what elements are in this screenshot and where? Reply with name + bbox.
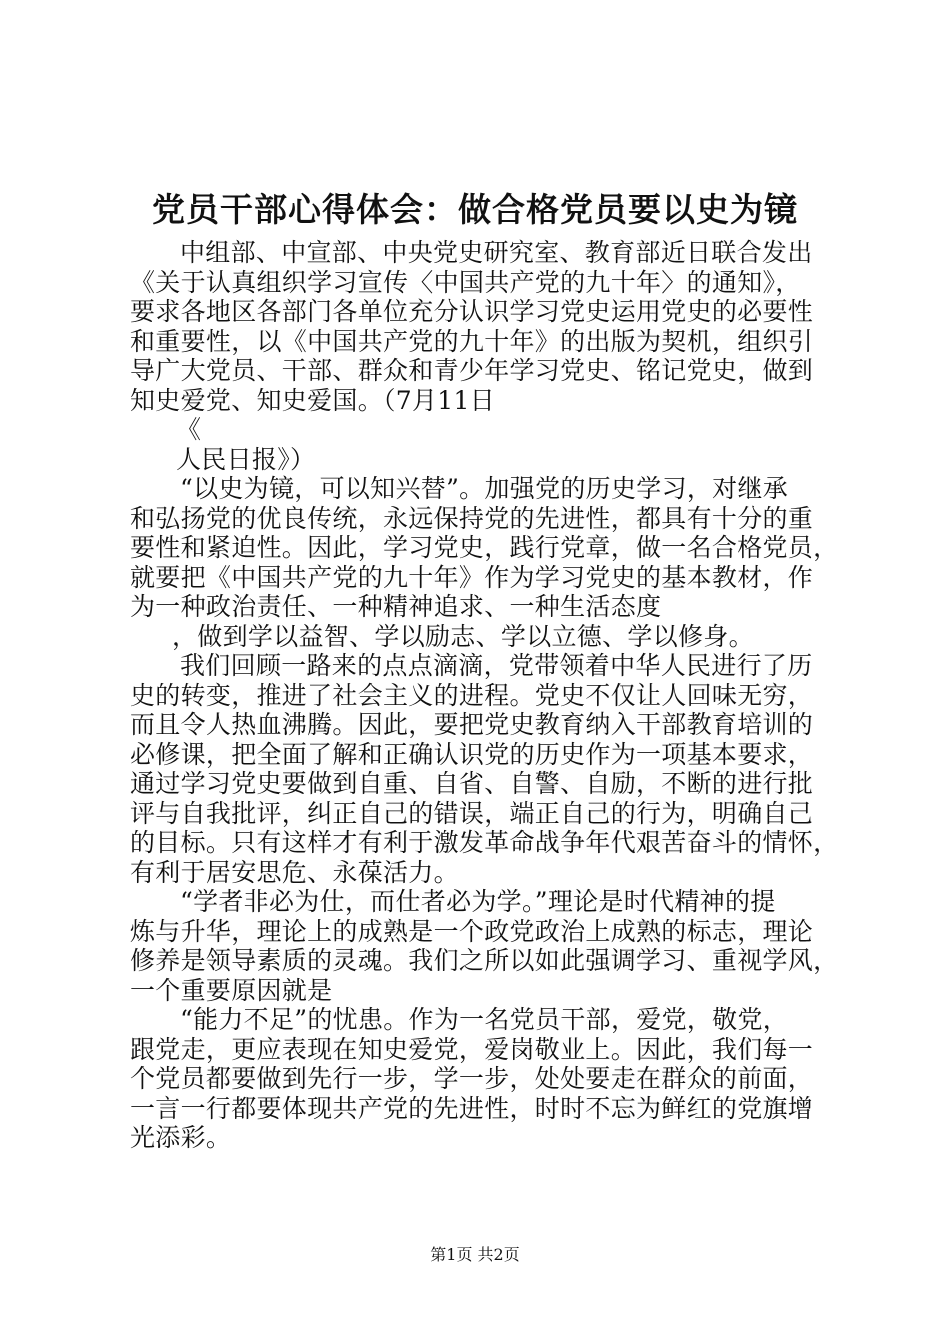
body-line: 就要把《中国共产党的九十年》作为学习党史的基本教材，作 bbox=[130, 562, 814, 592]
document-title: 党员干部心得体会：做合格党员要以史为镜 bbox=[152, 190, 798, 229]
body-line: 要求各地区各部门各单位充分认识学习党史运用党史的必要性 bbox=[130, 297, 814, 326]
body-line: 而且令人热血沸腾。因此，要把党史教育纳入干部教育培训的 bbox=[130, 710, 814, 739]
body-line: 和重要性，以《中国共产党的九十年》的出版为契机，组织引 bbox=[130, 326, 814, 356]
body-line: 修养是领导素质的灵魂。我们之所以如此强调学习、重视学风， bbox=[130, 946, 839, 975]
body-line: 为一种政治责任、一种精神追求、一种生活态度 bbox=[130, 592, 662, 621]
body-line: 《 bbox=[176, 415, 202, 444]
body-line: 跟党走，更应表现在知史爱党，爱岗敬业上。因此，我们每一 bbox=[130, 1034, 814, 1064]
body-line: 一言一行都要体现共产党的先进性，时时不忘为鲜红的党旗增 bbox=[130, 1093, 814, 1123]
body-line: 的目标。只有这样才有利于激发革命战争年代艰苦奋斗的情怀， bbox=[130, 828, 839, 857]
body-line: ，做到学以益智、学以励志、学以立德、学以修身。 bbox=[172, 621, 754, 651]
body-line: 导广大党员、干部、群众和青少年学习党史、铭记党史，做到 bbox=[130, 356, 814, 385]
body-line: 人民日报》） bbox=[176, 444, 316, 474]
body-line: “能力不足”的忧患。作为一名党员干部，爱党，敬党， bbox=[180, 1005, 789, 1034]
body-line: 中组部、中宣部、中央党史研究室、教育部近日联合发出 bbox=[180, 238, 813, 267]
body-line: 我们回顾一路来的点点滴滴，党带领着中华人民进行了历 bbox=[180, 651, 813, 680]
body-line: 光添彩。 bbox=[130, 1123, 232, 1152]
body-line: 个党员都要做到先行一步，学一步，处处要走在群众的前面， bbox=[130, 1064, 814, 1093]
document-body bbox=[130, 238, 839, 1153]
body-line: 有利于居安思危、永葆活力。 bbox=[130, 857, 459, 887]
body-line: “以史为镜，可以知兴替”。加强党的历史学习，对继承 bbox=[180, 474, 789, 503]
body-line: “学者非必为仕，而仕者必为学。”理论是时代精神的提 bbox=[180, 887, 776, 916]
body-line: 知史爱党、知史爱国。（7月11日 bbox=[130, 385, 496, 415]
body-line: 一个重要原因就是 bbox=[130, 975, 333, 1005]
body-line: 史的转变，推进了社会主义的进程。党史不仅让人回味无穷， bbox=[130, 680, 814, 710]
body-line: 和弘扬党的优良传统，永远保持党的先进性，都具有十分的重 bbox=[130, 503, 814, 533]
page-number-footer: 第1页 共2页 bbox=[430, 1245, 520, 1264]
body-line: 必修课，把全面了解和正确认识党的历史作为一项基本要求， bbox=[130, 739, 814, 769]
body-line: 通过学习党史要做到自重、自省、自警、自励，不断的进行批 bbox=[130, 769, 814, 798]
body-line: 《关于认真组织学习宣传〈中国共产党的九十年〉的通知》， bbox=[130, 267, 801, 297]
body-line: 炼与升华，理论上的成熟是一个政党政治上成熟的标志，理论 bbox=[130, 916, 814, 946]
body-line: 评与自我批评，纠正自己的错误，端正自己的行为，明确自己 bbox=[130, 798, 814, 828]
body-line: 要性和紧迫性。因此，学习党史，践行党章，做一名合格党员， bbox=[130, 533, 839, 562]
